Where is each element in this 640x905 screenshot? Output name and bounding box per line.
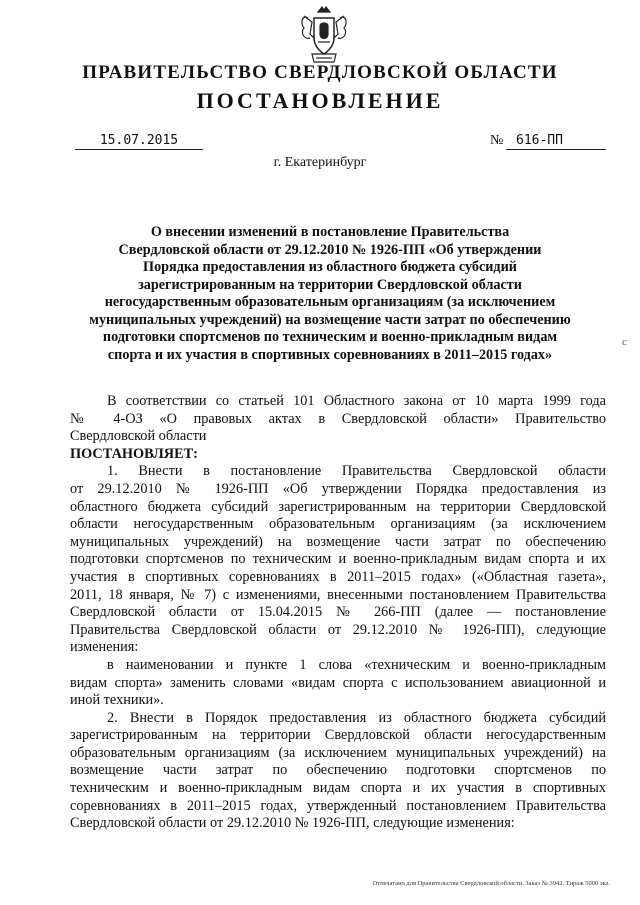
print-footer: Отпечатано для Правительства Свердловской области. Заказ № 3942. Тираж 5000 экз. <box>372 880 610 887</box>
document-title <box>70 224 590 364</box>
body-line: 2. Внести в Порядок предоставления из областного бюджета субсидий <box>107 709 606 726</box>
body-line: № 4-ОЗ «О правовых актах в Свердловской области» Правительство <box>70 410 606 427</box>
margin-mark: c <box>622 336 627 348</box>
body-line: Свердловской области от 15.04.2015 № 266-ПП (далее — постановление <box>70 604 606 621</box>
body-line: от 29.12.2010 № 1926-ПП «Об утверждении Порядка предоставления из <box>70 480 606 497</box>
body-line: Правительства Свердловской области от 29.12.2010 № 1926-ПП), следующие <box>70 621 606 638</box>
body-line: техническим и военно-прикладным видам спорта и их участия в спортивных <box>70 780 606 797</box>
body-line: видам спорта» заменить словами «видам спорта с использованием авиационной и <box>70 674 606 691</box>
body-line: участия в спортивных соревнованиях в 2011–2015 годах» («Областная газета», <box>70 568 606 585</box>
body-line: 1. Внести в постановление Правительства Свердловской области <box>107 463 606 480</box>
title-line: Порядка предоставления из областного бюджета субсидий <box>143 259 517 275</box>
title-line: подготовки спортсменов по техническим и военно-прикладным видам <box>102 329 558 345</box>
government-name: ПРАВИТЕЛЬСТВО СВЕРДЛОВСКОЙ ОБЛАСТИ <box>82 62 558 83</box>
body-line: 2011, 18 января, № 7) с изменениями, внесенными постановлением Правительства <box>70 586 606 603</box>
title-line: негосударственным образовательным организациям (за исключением <box>104 294 556 310</box>
body-line: образовательным организациям (за исключением муниципальных учреждений) на <box>70 744 606 761</box>
body-line: Свердловской области <box>70 428 207 445</box>
title-line: зарегистрированным на территории Свердловской области <box>138 276 522 293</box>
title-line: О внесении изменений в постановление Правительства <box>150 224 510 240</box>
coat-of-arms-icon <box>298 4 350 66</box>
body-line: Свердловской области от 29.12.2010 № 1926-ПП, следующие изменения: <box>70 815 515 832</box>
body-line: областного бюджета субсидий зарегистрированным на территории Свердловской <box>70 498 606 515</box>
body-line: подготовки спортсменов по техническим и военно-прикладным видам спорта и их <box>70 551 606 568</box>
document-type: ПОСТАНОВЛЕНИЕ <box>196 88 444 113</box>
body-line: в наименовании и пункте 1 слова «техническим и военно-прикладным <box>107 656 606 673</box>
title-line: муниципальных учреждений) на возмещение части затрат по обеспечению <box>89 311 571 328</box>
body-line: муниципальных учреждений) на возмещение части затрат по обеспечению <box>70 533 606 550</box>
body-line: возмещение части затрат по обеспечению подготовки спортсменов по <box>70 762 606 779</box>
title-line: спорта и их участия в спортивных соревнованиях в 2011–2015 годах» <box>107 346 553 363</box>
resolves-heading: ПОСТАНОВЛЯЕТ: <box>70 445 198 462</box>
title-line: Свердловской области от 29.12.2010 № 1926-ПП «Об утверждении <box>118 241 542 258</box>
number-sign: № <box>490 133 504 148</box>
document-body <box>70 393 606 833</box>
city: г. Екатеринбург <box>273 155 367 170</box>
body-line: зарегистрированным на территории Свердловской области негосударственным <box>70 727 606 744</box>
body-line: иной техники». <box>70 692 164 709</box>
body-line: изменения: <box>70 639 139 656</box>
document-date: 15.07.2015 <box>75 133 203 150</box>
body-line: соревнованиях в 2011–2015 годах, утвержденный постановлением Правительства <box>70 797 606 814</box>
document-number: 616-ПП <box>506 133 606 150</box>
body-line: В соответствии со статьей 101 Областного закона от 10 марта 1999 года <box>107 393 606 409</box>
body-line: области негосударственным образовательным организациям (за исключением <box>70 516 606 533</box>
